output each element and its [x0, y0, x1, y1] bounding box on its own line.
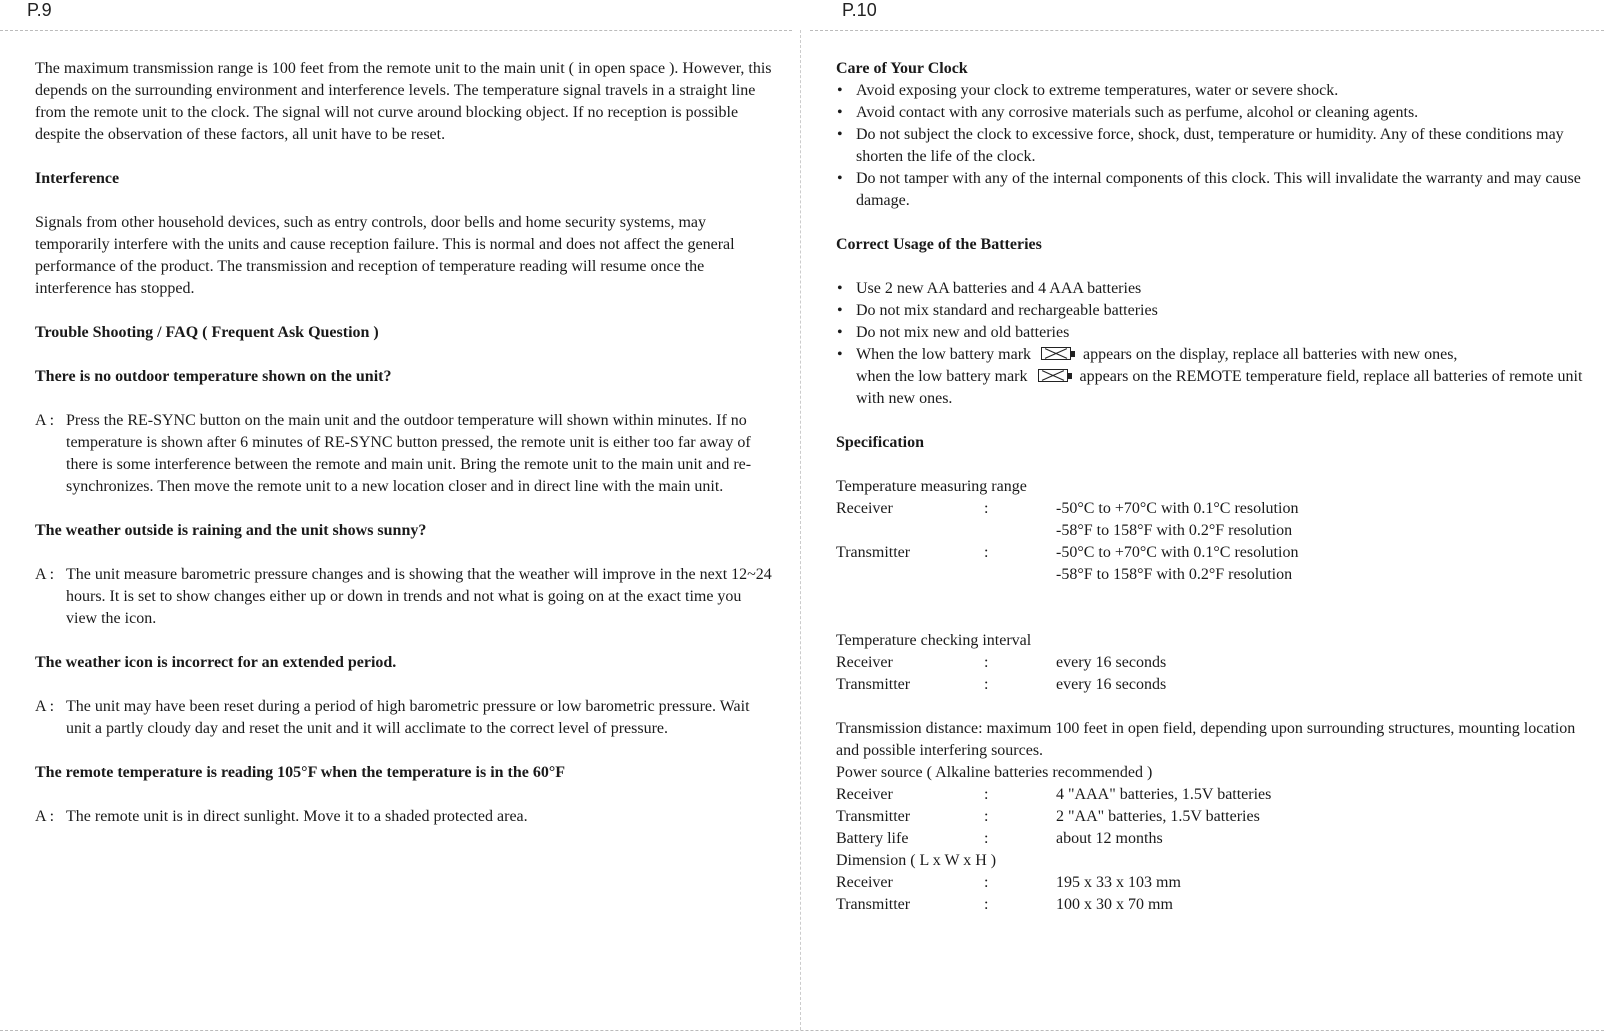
page-number-left: P.9 — [27, 0, 52, 20]
spec-label: Transmitter — [836, 676, 911, 693]
spec-row — [836, 498, 1588, 520]
spec-row — [836, 542, 1588, 564]
care-item: • Avoid exposing your clock to extreme temperatures, water or severe shock. — [836, 80, 1588, 102]
spec-value: every 16 seconds — [1056, 676, 1167, 693]
faq-heading: Trouble Shooting / FAQ ( Frequent Ask Question ) — [35, 324, 379, 341]
spec-colon: : — [984, 676, 989, 693]
care-item: • Do not subject the clock to excessive force, shock, dust, temperature or humidity. Any of these conditions may shorten the life of the clock. — [836, 124, 1588, 168]
battery-list — [836, 278, 1588, 410]
spec-value: every 16 seconds — [1056, 654, 1167, 671]
spec-row — [836, 564, 1588, 586]
battery-item: • Do not mix standard and rechargeable batteries — [836, 300, 1588, 322]
low-battery-icon — [1041, 347, 1071, 360]
spec-value: 4 "AAA" batteries, 1.5V batteries — [1056, 786, 1272, 803]
spec-value: about 12 months — [1056, 830, 1163, 847]
top-rule-right — [810, 30, 1604, 31]
care-heading: Care of Your Clock — [836, 60, 968, 77]
spec-value: 2 "AA" batteries, 1.5V batteries — [1056, 808, 1260, 825]
left-page — [35, 58, 772, 828]
low-battery-text-3: when the low battery mark — [856, 368, 1028, 385]
answer-label: A : — [35, 698, 55, 715]
low-battery-text-1: When the low battery mark — [856, 346, 1032, 363]
care-item: • Do not tamper with any of the internal components of this clock. This will invalidate the warranty and may cause damage. — [836, 168, 1588, 212]
temp-range-title: Temperature measuring range — [836, 478, 1027, 495]
spec-label: Transmitter — [836, 544, 911, 561]
faq-question-2: The weather outside is raining and the unit shows sunny? — [35, 522, 427, 539]
care-item: • Avoid contact with any corrosive materials such as perfume, alcohol or cleaning agents. — [836, 102, 1588, 124]
right-page — [836, 58, 1588, 916]
spec-row — [836, 652, 1588, 674]
page-number-right: P.10 — [842, 0, 877, 20]
spec-row — [836, 828, 1588, 850]
spec-label: Receiver — [836, 786, 893, 803]
answer-text: The unit measure barometric pressure changes and is showing that the weather will improve in the next 12~24 hours. It is set to show changes either up or down in trends and not what is going on at the exact time you view the icon. — [66, 566, 772, 627]
intro-paragraph: The maximum transmission range is 100 feet from the remote unit to the main unit ( in open space ). However, this depends on the surrounding environment and interference levels. The temperature signal travels in a straight line from the remote unit to the clock. The signal will not curve around blocking object. If no reception is possible despite the observation of these factors, all unit have to be reset. — [35, 60, 772, 143]
bottom-rule — [0, 1030, 1604, 1031]
spec-label: Receiver — [836, 654, 893, 671]
spec-label: Transmitter — [836, 808, 911, 825]
faq-answer-2 — [35, 564, 772, 630]
top-rule-left — [0, 30, 792, 31]
faq-question-4: The remote temperature is reading 105°F when the temperature is in the 60°F — [35, 764, 566, 781]
battery-item: • Use 2 new AA batteries and 4 AAA batteries — [836, 278, 1588, 300]
spec-label: Battery life — [836, 830, 909, 847]
low-battery-icon — [1038, 369, 1068, 382]
spec-colon: : — [984, 830, 989, 847]
spec-value: 100 x 30 x 70 mm — [1056, 896, 1173, 913]
spec-value: -58°F to 158°F with 0.2°F resolution — [1056, 566, 1293, 583]
spec-heading: Specification — [836, 434, 924, 451]
page-divider — [800, 30, 801, 1030]
spec-row — [836, 674, 1588, 696]
spec-value: -50°C to +70°C with 0.1°C resolution — [1056, 544, 1299, 561]
batteries-heading: Correct Usage of the Batteries — [836, 236, 1042, 253]
interference-paragraph: Signals from other household devices, such as entry controls, door bells and home security systems, may temporarily interfere with the units and cause reception failure. This is normal and does not affect the general performance of the product. The transmission and reception of temperature reading will resume once the interference has stopped. — [35, 214, 735, 297]
spec-value: -50°C to +70°C with 0.1°C resolution — [1056, 500, 1299, 517]
spec-label: Receiver — [836, 874, 893, 891]
battery-item-low-mark — [836, 344, 1588, 410]
spec-row — [836, 872, 1588, 894]
spec-colon: : — [984, 786, 989, 803]
spec-colon: : — [984, 874, 989, 891]
spec-colon: : — [984, 808, 989, 825]
power-title: Power source ( Alkaline batteries recommended ) — [836, 764, 1153, 781]
spec-row — [836, 784, 1588, 806]
spec-row — [836, 520, 1588, 542]
answer-label: A : — [35, 412, 55, 429]
spec-colon: : — [984, 500, 989, 517]
spec-colon: : — [984, 654, 989, 671]
faq-answer-1 — [35, 410, 772, 498]
answer-text: The remote unit is in direct sunlight. Move it to a shaded protected area. — [66, 808, 528, 825]
faq-question-3: The weather icon is incorrect for an extended period. — [35, 654, 397, 671]
answer-text: The unit may have been reset during a period of high barometric pressure or low barometric pressure. Wait unit a partly cloudy day and reset the unit and it will acclimate to the correct level of pressure. — [66, 698, 750, 737]
care-list — [836, 80, 1588, 212]
low-battery-text-4: appears on the REMOTE temperature field, replace all batteries of remote unit with new ones. — [856, 368, 1583, 407]
faq-answer-3 — [35, 696, 772, 740]
spec-colon: : — [984, 896, 989, 913]
spec-colon: : — [984, 544, 989, 561]
answer-label: A : — [35, 566, 55, 583]
faq-question-1: There is no outdoor temperature shown on the unit? — [35, 368, 392, 385]
answer-text: Press the RE-SYNC button on the main unit and the outdoor temperature will shown within minutes. If no temperature is shown after 6 minutes of RE-SYNC button pressed, the remote unit is either too far away of there is some interference between the remote and main unit. Bring the remote unit to the main unit and re-synchronizes. Then move the remote unit to a new location closer and in direct line with the main unit. — [66, 412, 752, 495]
dimension-title: Dimension ( L x W x H ) — [836, 852, 997, 869]
interference-heading: Interference — [35, 170, 120, 187]
transmission-distance: Transmission distance: maximum 100 feet in open field, depending upon surrounding structures, mounting location and possible interfering sources. — [836, 720, 1576, 759]
low-battery-text-2: appears on the display, replace all batteries with new ones, — [1083, 346, 1458, 363]
spec-value: 195 x 33 x 103 mm — [1056, 874, 1181, 891]
spec-row — [836, 806, 1588, 828]
answer-label: A : — [35, 808, 55, 825]
faq-answer-4 — [35, 806, 772, 828]
interval-title: Temperature checking interval — [836, 632, 1032, 649]
spec-value: -58°F to 158°F with 0.2°F resolution — [1056, 522, 1293, 539]
battery-item: • Do not mix new and old batteries — [836, 322, 1588, 344]
spec-label: Transmitter — [836, 896, 911, 913]
spec-row — [836, 894, 1588, 916]
spec-label: Receiver — [836, 500, 893, 517]
